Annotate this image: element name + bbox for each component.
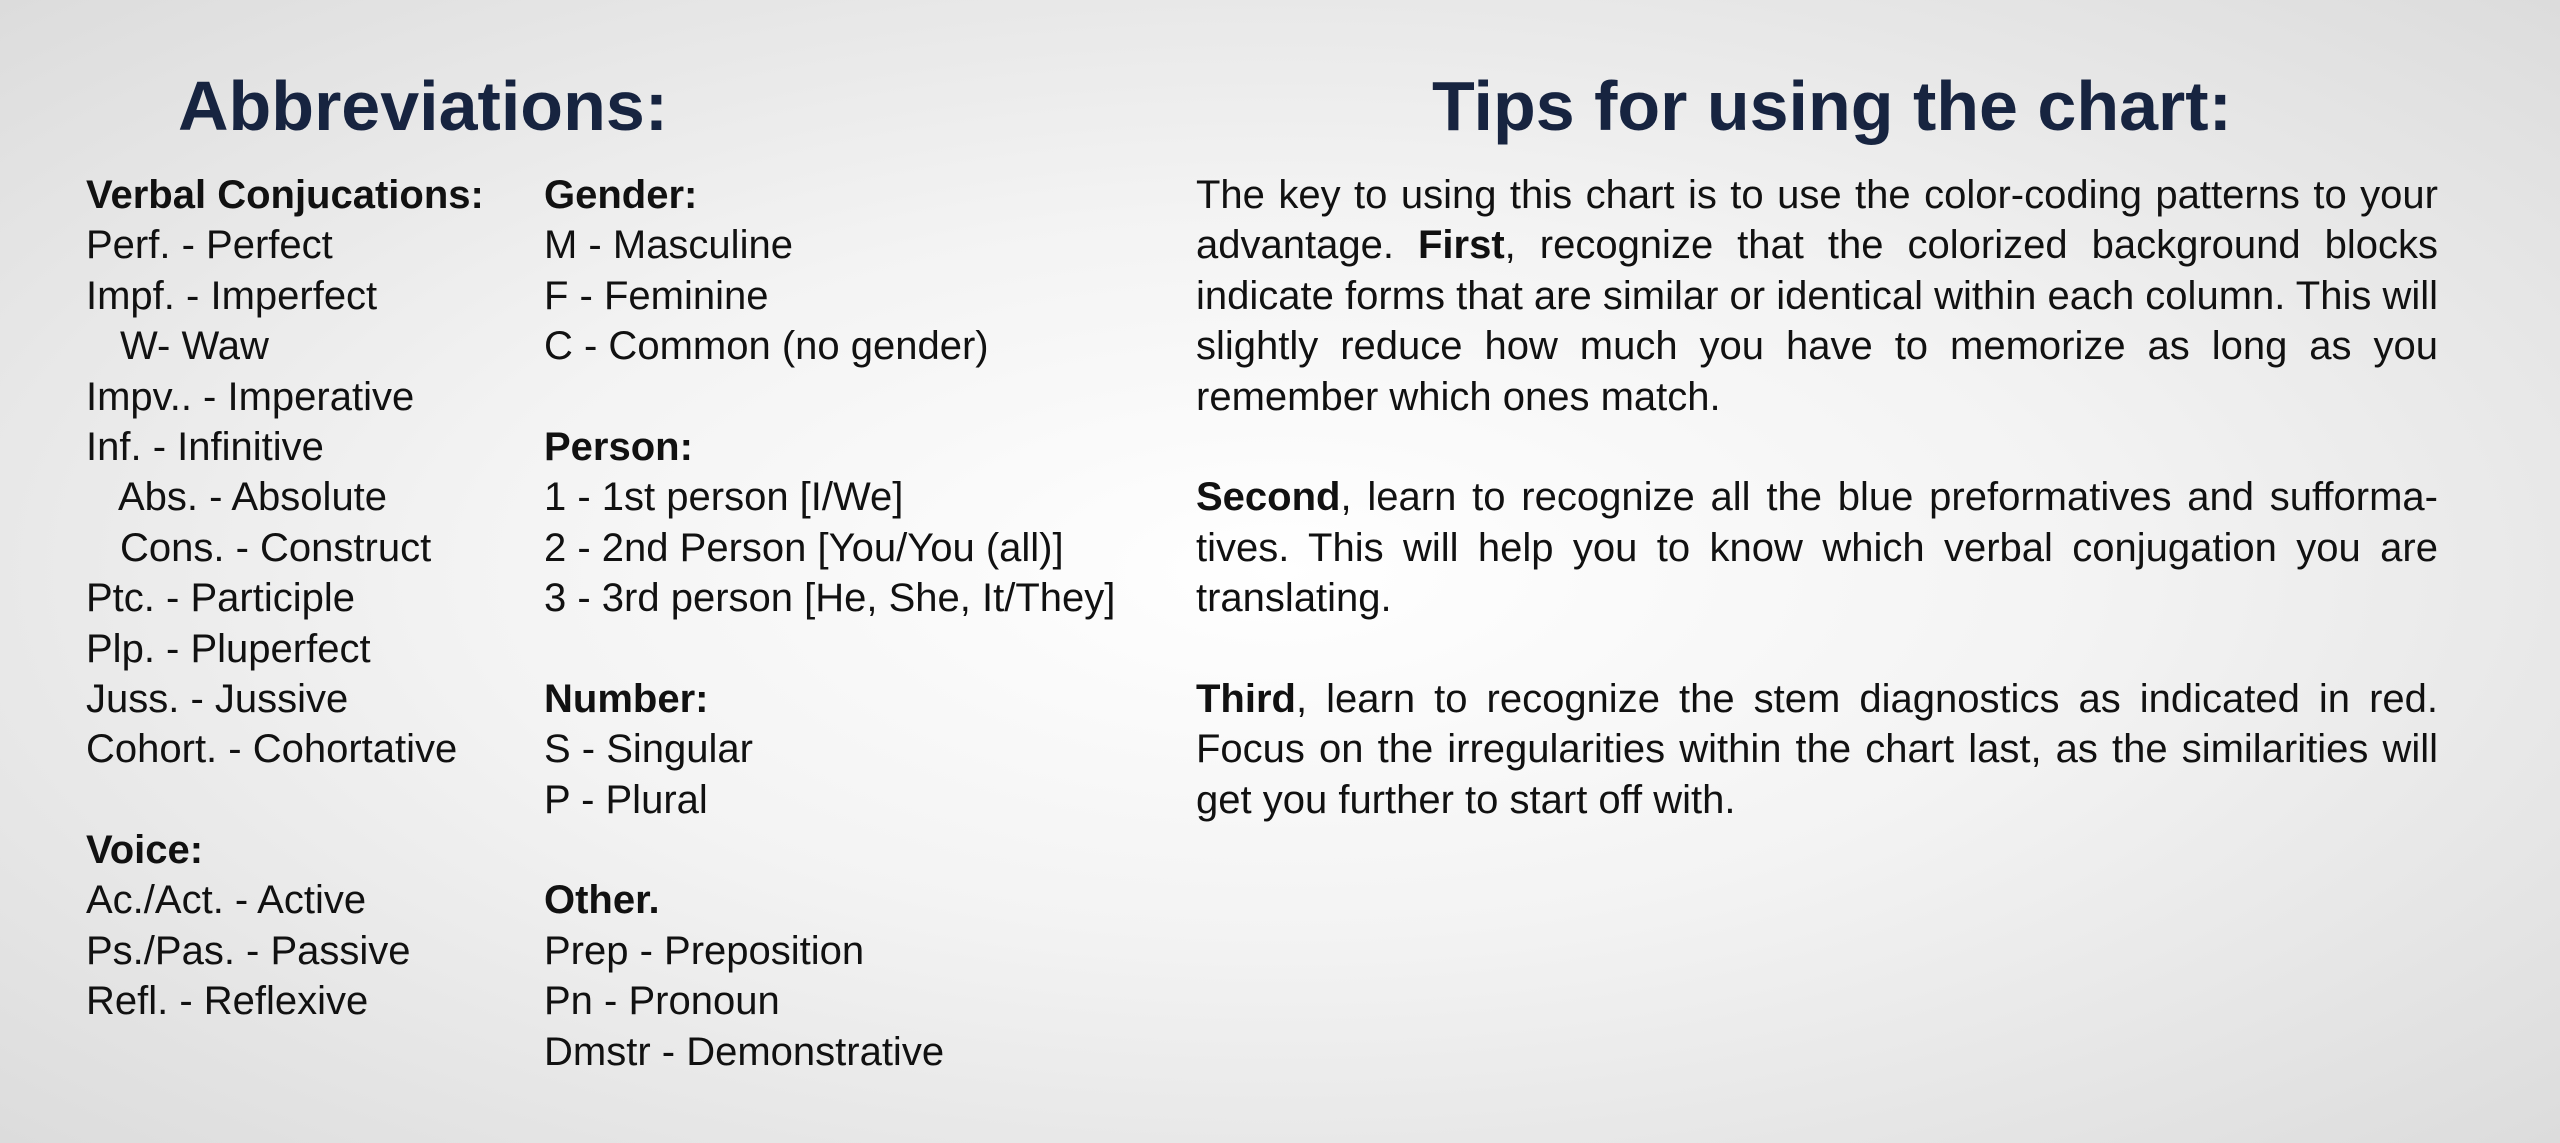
abbr-imperative: Impv.. - Imperative — [86, 374, 415, 419]
abbr-infinitive: Inf. - Infinitive — [86, 424, 324, 469]
abbr-preposition: Prep - Preposition — [544, 928, 865, 973]
abbreviations-column-left — [86, 170, 484, 1027]
spacer — [544, 624, 1115, 674]
abbr-plural: P - Plural — [544, 777, 708, 822]
tip-third-label: Third — [1196, 677, 1296, 722]
tip-first-text: , recognize that the colorized background blocks indicate forms that are similar or identical within each column. This will slightly reduce how much you have to memorize as long as you remember which ones match. — [1196, 223, 2438, 419]
abbr-first-person: 1 - 1st person [I/We] — [544, 475, 904, 520]
person-title: Person: — [544, 424, 693, 469]
abbr-construct: Cons. - Construct — [120, 525, 432, 570]
abbreviations-heading: Abbreviations: — [178, 67, 669, 145]
abbr-demonstrative: Dmstr - Demonstrative — [544, 1029, 945, 1074]
abbr-pronoun: Pn - Pronoun — [544, 979, 780, 1024]
abbr-feminine: F - Feminine — [544, 273, 769, 318]
abbr-singular: S - Singular — [544, 727, 753, 772]
voice-title: Voice: — [86, 828, 204, 873]
tip-paragraph-third — [1196, 674, 2438, 825]
abbr-imperfect: Impf. - Imperfect — [86, 273, 378, 318]
abbreviations-column-right — [544, 170, 1115, 1077]
tips-body — [1196, 170, 2438, 876]
abbr-jussive: Juss. - Jussive — [86, 676, 349, 721]
abbr-absolute: Abs. - Absolute — [118, 475, 388, 520]
tip-second-text: , learn to recognize all the blue preformatives and sufforma-tives. This will help you to know which verbal conjugation you are translating. — [1196, 475, 2438, 621]
spacer — [544, 372, 1115, 422]
spacer — [86, 775, 484, 825]
abbr-pluperfect: Plp. - Pluperfect — [86, 626, 371, 671]
abbr-common: C - Common (no gender) — [544, 324, 989, 369]
abbr-reflexive: Refl. - Reflexive — [86, 979, 369, 1024]
abbr-perfect: Perf. - Perfect — [86, 223, 333, 268]
tip-intro-text: The key to using this chart is to use the color-coding patterns to your advantage. — [1196, 173, 2438, 268]
abbr-waw: W- Waw — [120, 324, 269, 369]
spacer — [544, 825, 1115, 875]
abbr-second-person: 2 - 2nd Person [You/You (all)] — [544, 525, 1064, 570]
tip-paragraph-second — [1196, 472, 2438, 623]
verbal-conjugations-title: Verbal Conjucations: — [86, 173, 484, 217]
tip-first-label: First — [1417, 223, 1505, 268]
tip-third-text: , learn to recognize the stem diagnostics as indicated in red. Focus on the irregularities within the chart last, as the similarities will get you further to start off with. — [1196, 677, 2438, 822]
abbr-masculine: M - Masculine — [544, 223, 793, 268]
abbr-third-person: 3 - 3rd person [He, She, It/They] — [544, 576, 1116, 621]
abbr-passive: Ps./Pas. - Passive — [86, 928, 411, 973]
number-title: Number: — [544, 676, 709, 721]
abbr-participle: Ptc. - Participle — [86, 576, 355, 621]
abbr-active: Ac./Act. - Active — [86, 878, 367, 923]
tips-heading: Tips for using the chart: — [1432, 67, 2232, 145]
tip-paragraph-first — [1196, 170, 2438, 422]
other-title: Other. — [544, 878, 660, 923]
tip-second-label: Second — [1196, 475, 1341, 520]
gender-title: Gender: — [544, 173, 698, 217]
abbr-cohortative: Cohort. - Cohortative — [86, 727, 458, 772]
